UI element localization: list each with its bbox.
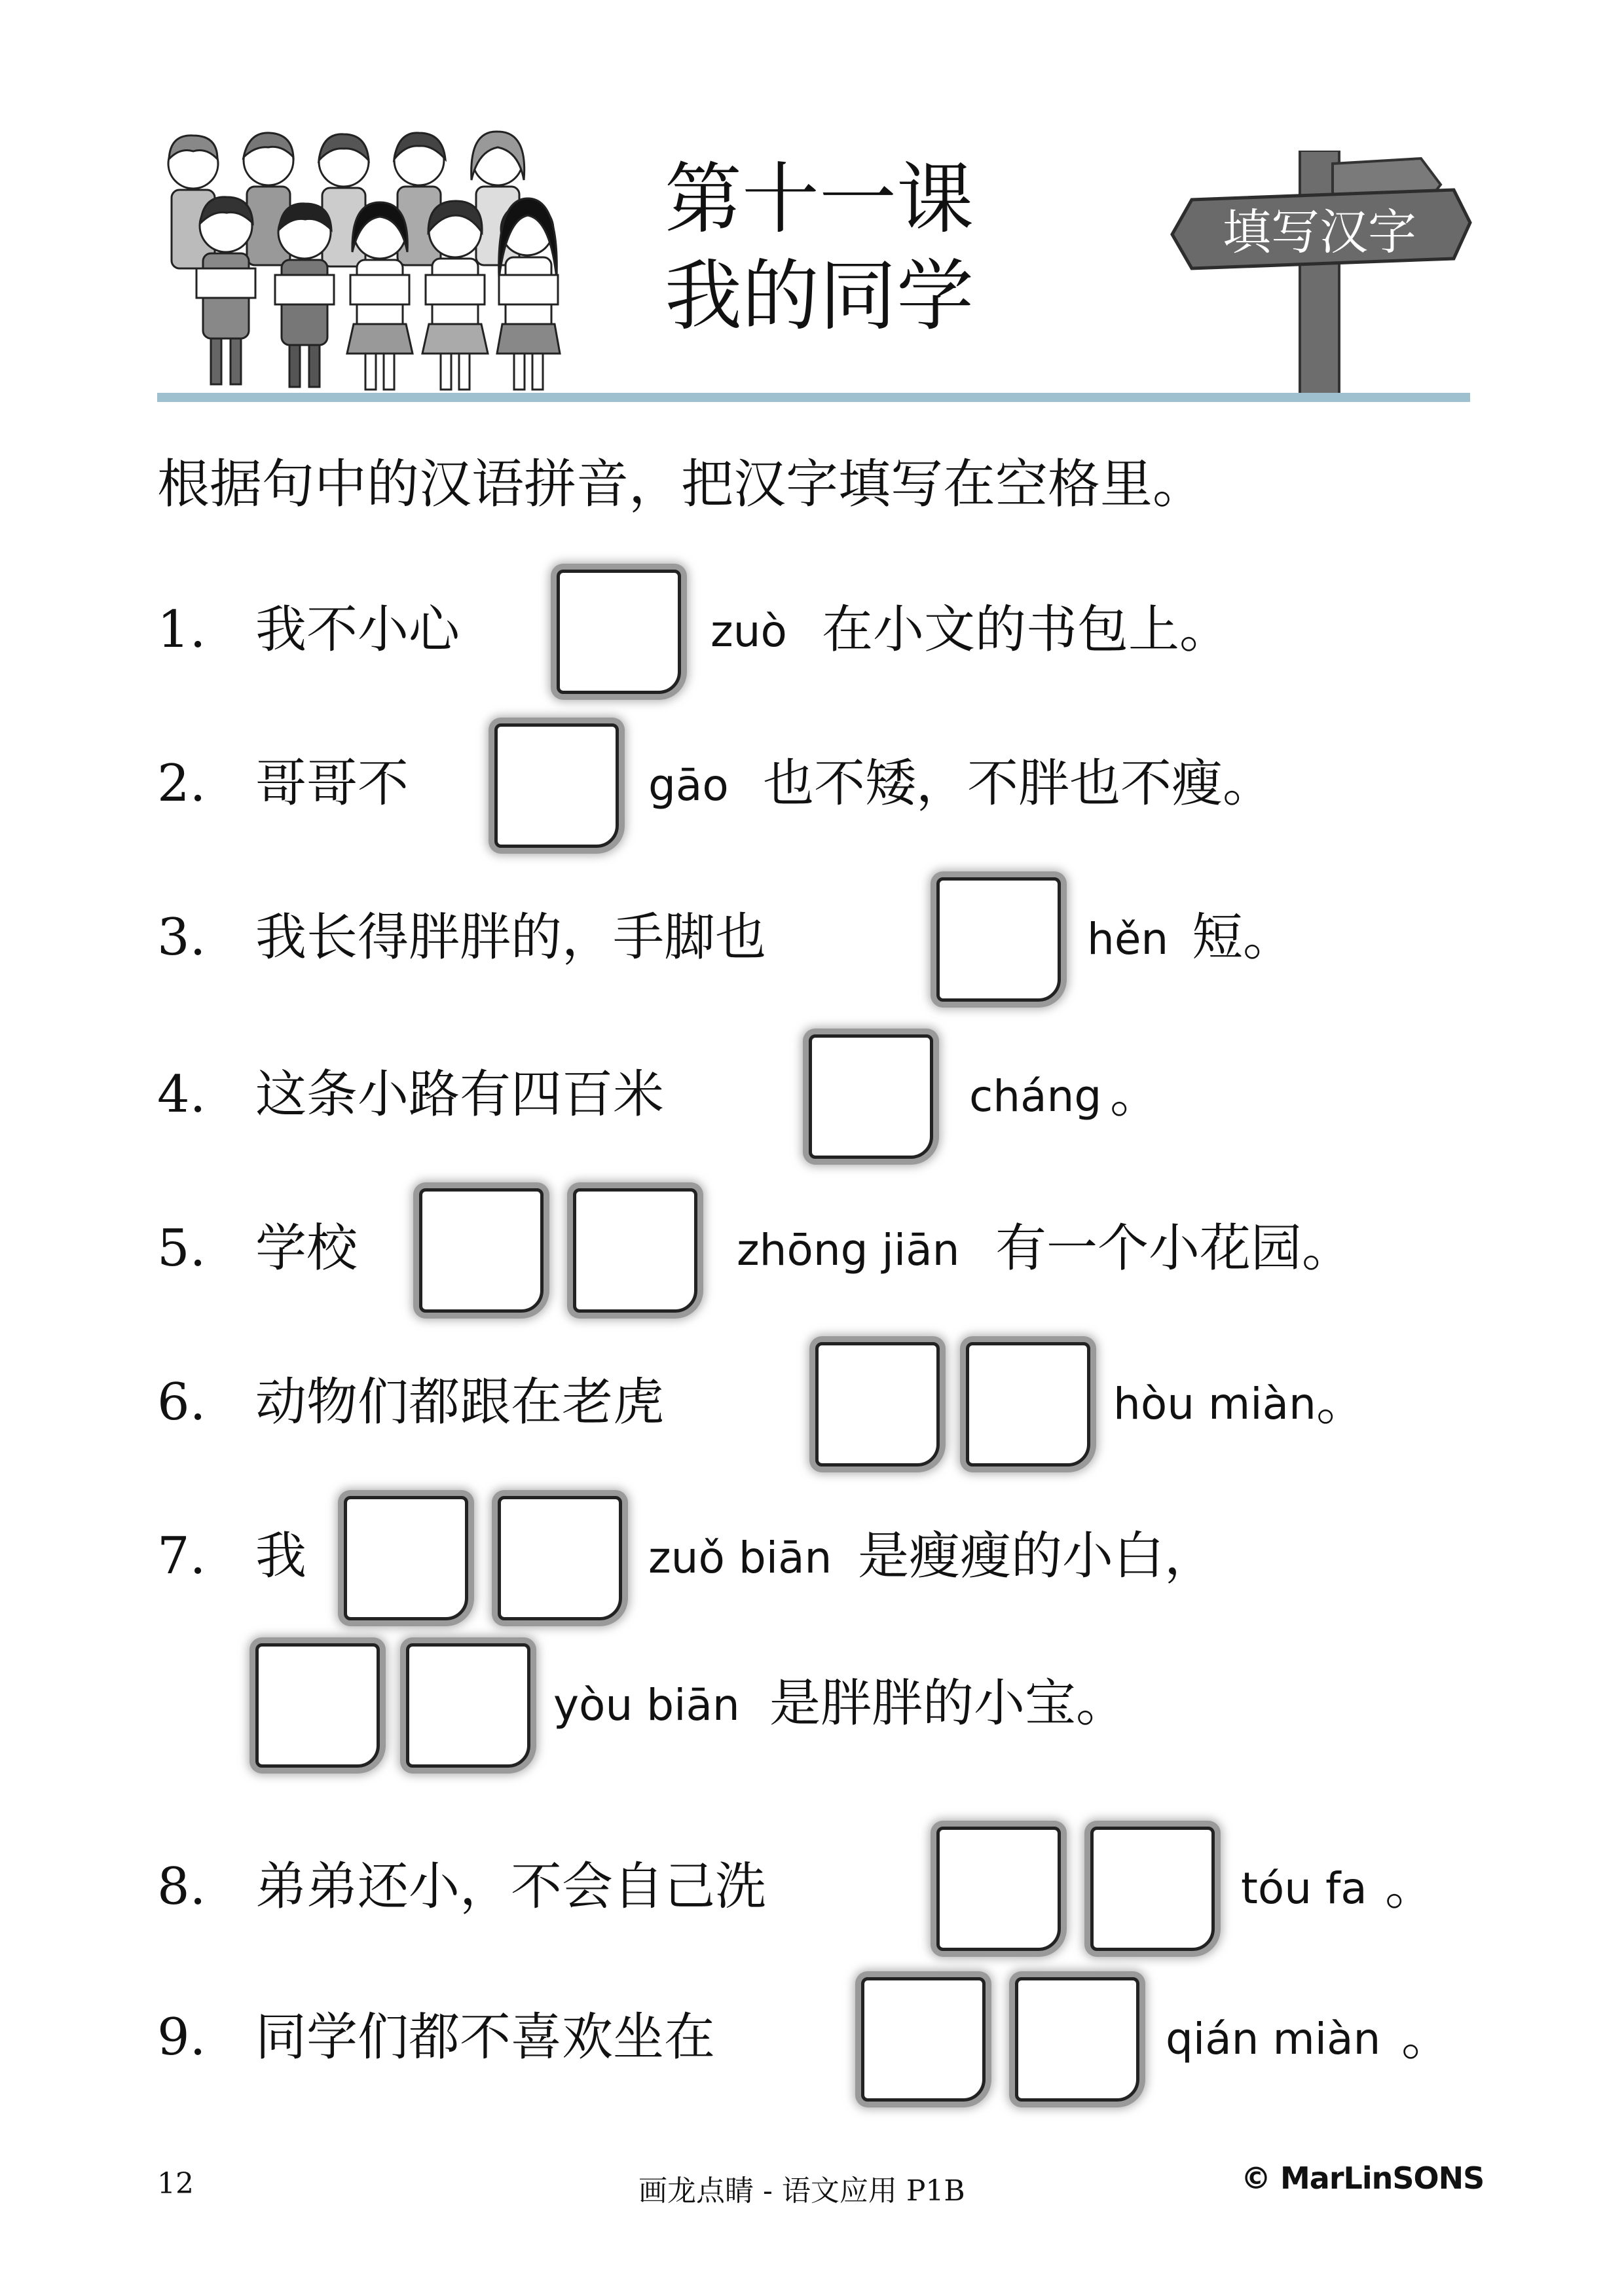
answer-box[interactable] (573, 1188, 697, 1313)
question-number: 1. (157, 600, 206, 659)
question-6 (0, 1342, 1624, 1473)
child-figure (275, 204, 334, 387)
answer-box[interactable] (809, 1034, 933, 1159)
question-number: 2. (157, 754, 206, 813)
pinyin-hint: zuò (710, 606, 787, 657)
pinyin-hint: yòu biān (553, 1680, 740, 1730)
pinyin-hint: gāo (648, 760, 729, 811)
publisher-logo: © MarLinSONS (1241, 2160, 1485, 2196)
pinyin-hint: hěn (1087, 914, 1169, 964)
answer-box[interactable] (815, 1342, 940, 1467)
signpost-icon (1166, 151, 1480, 399)
question-number: 9. (157, 2008, 206, 2067)
children-choir-illustration (157, 128, 563, 396)
lesson-title (665, 151, 974, 344)
question-text-after: 是瘦瘦的小白， (858, 1527, 1216, 1586)
child-figure (347, 202, 413, 390)
answer-box[interactable] (861, 1977, 986, 2102)
question-number: 7. (157, 1527, 206, 1586)
answer-box[interactable] (419, 1188, 544, 1313)
question-text-before: 学校 (255, 1219, 358, 1278)
question-2 (0, 723, 1624, 854)
lesson-name: 我的同学 (665, 251, 974, 341)
pinyin-hint: qián miàn (1166, 2014, 1381, 2064)
lesson-number: 第十一课 (665, 154, 974, 244)
question-text-before: 同学们都不喜欢坐在 (255, 2008, 716, 2067)
child-figure (196, 197, 255, 384)
question-number: 4. (157, 1065, 206, 1124)
sign-label: 填写汉字 (1223, 204, 1416, 261)
question-text-after: 有一个小花园。 (995, 1219, 1354, 1278)
question-text-after: 是胖胖的小宝。 (769, 1674, 1128, 1733)
question-3 (0, 877, 1624, 1008)
question-5 (0, 1188, 1624, 1319)
question-text-after: 。 (1401, 2008, 1453, 2067)
question-text-after: 。 (1316, 1373, 1368, 1432)
book-title: 画龙点睛 - 语文应用 P1B (638, 2174, 965, 2208)
answer-box[interactable] (557, 570, 681, 694)
question-1 (0, 570, 1624, 701)
question-number: 5. (157, 1219, 206, 1278)
question-text-before: 我不小心 (255, 600, 460, 659)
question-text-after: 在小文的书包上。 (822, 600, 1231, 659)
page-number: 12 (157, 2167, 194, 2200)
pinyin-hint: tóu fa (1241, 1863, 1367, 1914)
question-text-before: 我 (255, 1527, 307, 1586)
question-number: 8. (157, 1857, 206, 1916)
question-number: 3. (157, 908, 206, 967)
question-text-before: 哥哥不 (255, 754, 409, 813)
question-7 (0, 1496, 1624, 1627)
answer-box[interactable] (966, 1342, 1090, 1467)
question-7-continued (0, 1643, 1624, 1774)
answer-box[interactable] (936, 877, 1061, 1002)
question-4 (0, 1034, 1624, 1165)
question-8 (0, 1827, 1624, 1958)
question-text-before: 动物们都跟在老虎 (255, 1373, 665, 1432)
question-text-after: 。 (1385, 1857, 1437, 1916)
question-text-before: 我长得胖胖的，手脚也 (255, 908, 767, 967)
question-text-before: 弟弟还小，不会自己洗 (255, 1857, 767, 1916)
question-9 (0, 1977, 1624, 2108)
question-text-after: 。 (1110, 1065, 1162, 1124)
pinyin-hint: hòu miàn (1113, 1379, 1316, 1429)
answer-box[interactable] (406, 1643, 530, 1768)
answer-box[interactable] (255, 1643, 380, 1768)
question-text-after: 也不矮，不胖也不瘦。 (763, 754, 1274, 813)
instruction-text: 根据句中的汉语拼音，把汉字填写在空格里。 (157, 454, 1205, 515)
child-figure (422, 201, 488, 390)
pinyin-hint: cháng (969, 1071, 1102, 1121)
answer-box[interactable] (344, 1496, 468, 1620)
answer-box[interactable] (1015, 1977, 1139, 2102)
question-text-after: 短。 (1192, 908, 1295, 967)
answer-box[interactable] (1090, 1827, 1215, 1951)
pinyin-hint: zhōng jiān (737, 1225, 960, 1275)
pinyin-hint: zuǒ biān (648, 1533, 832, 1583)
child-figure (497, 198, 560, 390)
answer-box[interactable] (498, 1496, 622, 1620)
question-text-before: 这条小路有四百米 (255, 1065, 665, 1124)
question-number: 6. (157, 1373, 206, 1432)
header-divider (157, 393, 1470, 402)
answer-box[interactable] (936, 1827, 1061, 1951)
answer-box[interactable] (494, 723, 619, 848)
